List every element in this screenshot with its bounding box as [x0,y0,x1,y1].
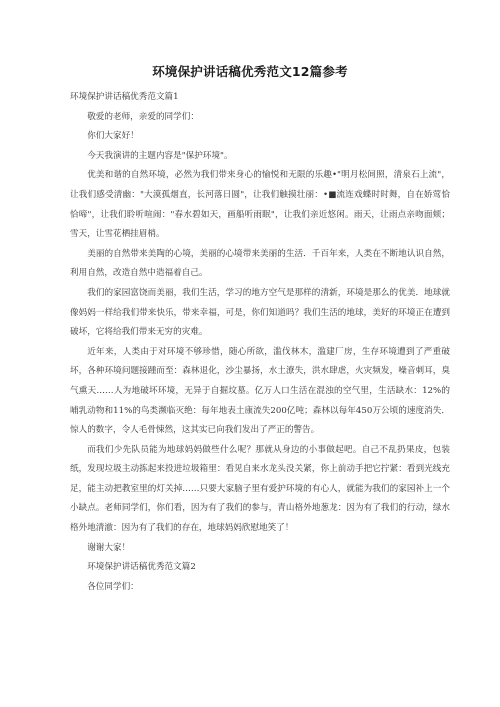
document-paragraph: 谢谢大家！ [87,542,131,553]
document-paragraph: 环境保护讲话稿优秀范文篇2 [87,562,196,573]
document-paragraph: 你们大家好！ [87,131,139,142]
document-paragraph: 我们的家园富饶而美丽，我们生活，学习的地方空气是那样的清新，环境是那么的优美．地球就像妈妈一样给我们带来快乐，带来幸福，可是，你们知道吗？我们生活的地球，美好的环境正在遭到破坏，它将给我们带来无穷的灾难。 [70,287,450,338]
document-paragraph: 环境保护讲话稿优秀范文篇1 [70,92,179,102]
document-paragraph: 各位同学们： [87,581,139,592]
document-paragraph: 而我们少先队员能为地球妈妈做些什么呢？那就从身边的小事做起吧。自己不乱扔果皮，包装纸，发现垃圾主动拣起来投进垃圾箱里：看见自来水龙头没关紧，你上前动手把它拧紧：看到光线充足，能主动把教室里的灯关掉……只要大家脑子里有爱护环境的有心人，就能为我们的家园补上一个小缺点。老师同学们，你们看，因为有了我们的参与，青山格外地葱龙：因为有了我们的行动，绿水格外地清澈：因为有了我们的存在，地球妈妈欣慰地笑了！ [70,444,450,534]
document-title: 环境保护讲话稿优秀范文12篇参考 [152,64,348,79]
document-paragraph: 美丽的自然带来美陶的心境，美丽的心境带来美丽的生活．千百年来，人类在不断地认识自然，利用自然，改造自然中造福着自己。 [70,248,450,279]
document-body [70,88,450,597]
document-paragraph: 今天我演讲的主题内容是"保护环境"。 [87,150,233,161]
document-paragraph: 敬爱的老师，亲爱的同学们： [87,111,199,122]
document-paragraph: 优美和谐的自然环境，必然为我们带来身心的愉悦和无限的乐趣•"明月松间照，清泉石上流"，让我们感受清幽："大漠孤烟直，长河落日圆"，让我们触摸壮丽：•■流连戏蝶时时舞，自在娇莺恰恰啼"，让我们聆听喧闹："春水碧如天，画船听雨眠"，让我们亲近悠闲。雨天，让雨点亲吻面颊；雪天，让雪花栖挂眉梢。 [70,170,450,240]
document-paragraph: 近年来，人类由于对环境不够珍惜，随心所欲，滥伐林木，滥建厂房，生存环境遭到了严重破坏，各种环境问题接踵而至：森林退化，沙尘暴扬，水土潦失，洪水肆虐，火灾频发，噪音刺耳，臭气熏天……人为地破坏环境，无异于自掘坟墓。亿万人口生活在混浊的空气里，生活缺水：12%的哺乳动物和11%的鸟类濒临灭绝：每年地表土康流失200亿吨；森林以每年450万公顷的速度消失．惊人的数字，令人毛骨悚然，这其实已向我们发出了严正的警告。 [70,346,450,436]
